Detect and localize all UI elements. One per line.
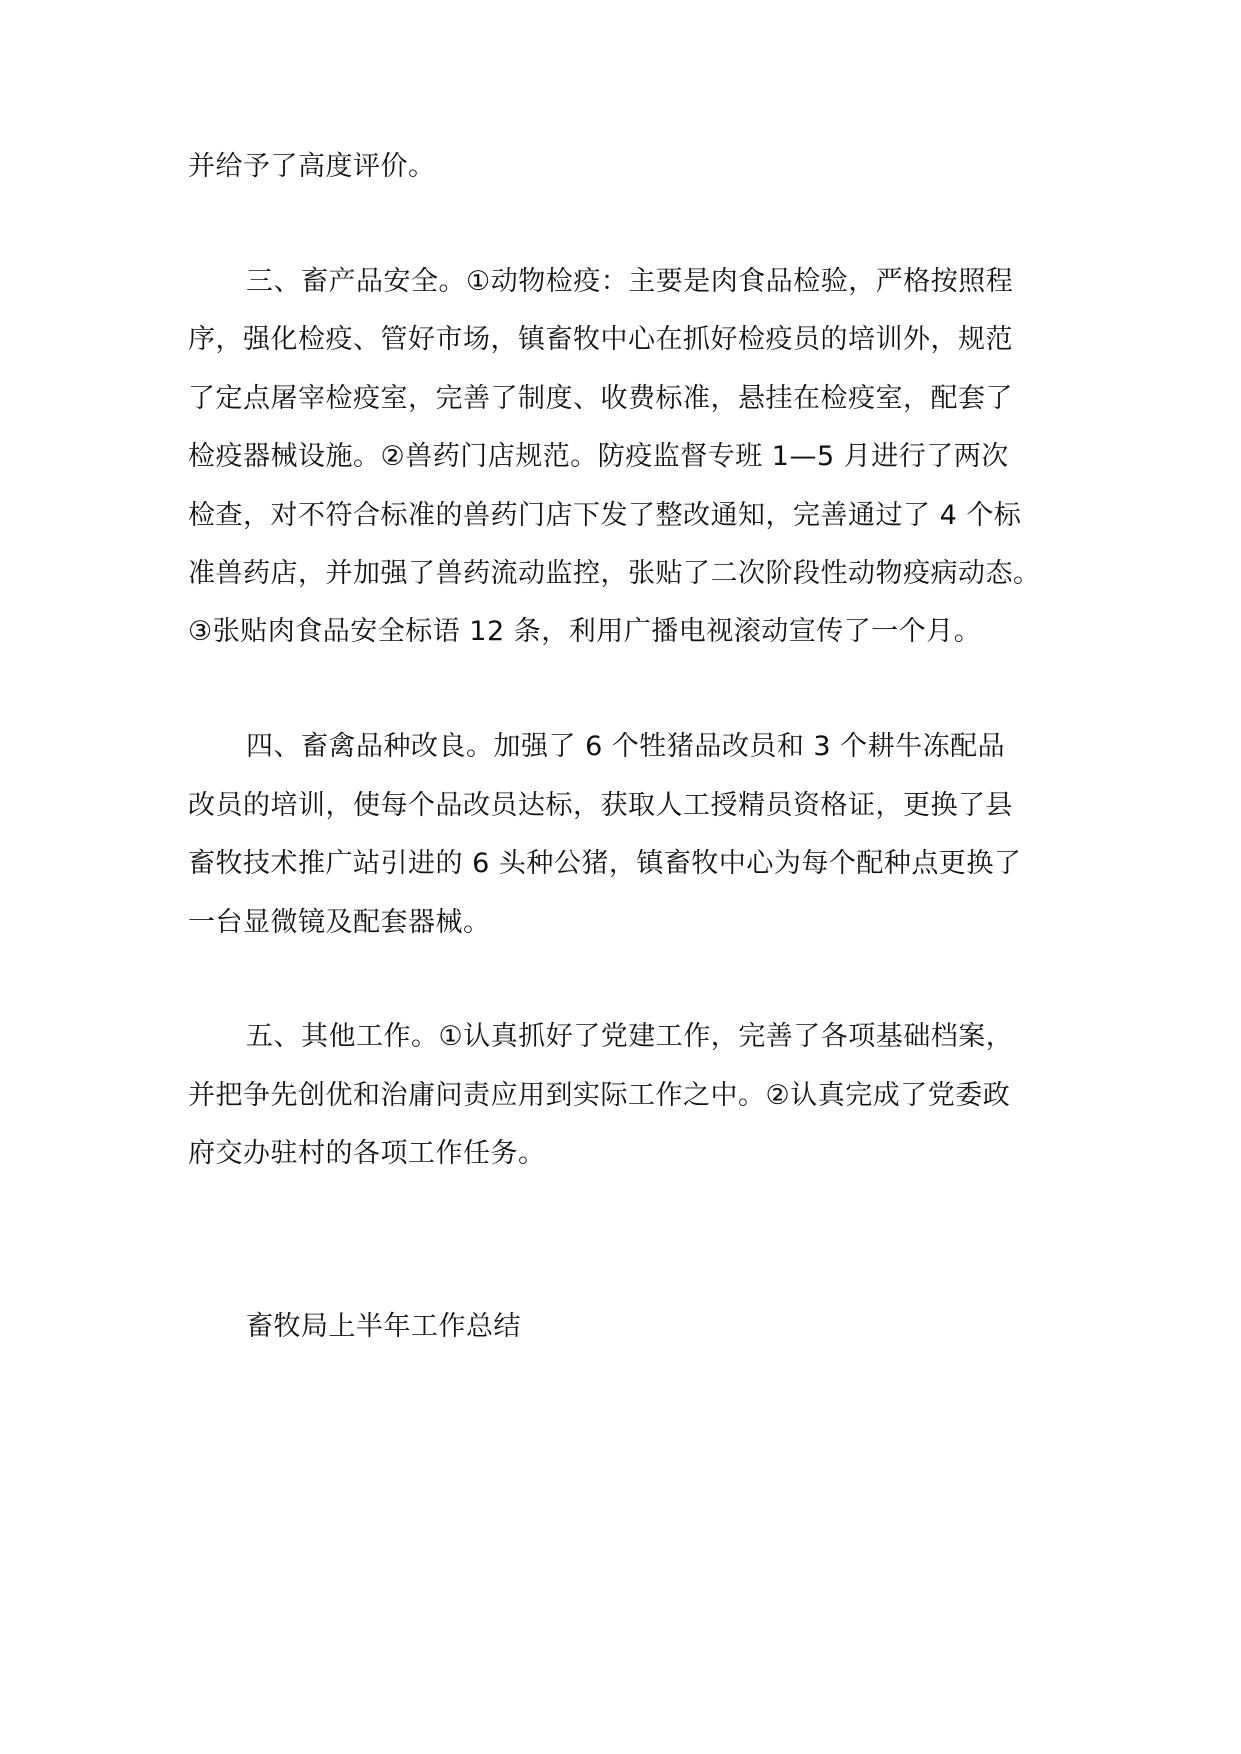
section-4-line-3: 畜牧技术推广站引进的 6 头种公猪，镇畜牧中心为每个配种点更换了 xyxy=(188,848,1022,879)
fragment-line-1: 并给予了高度评价。 xyxy=(188,151,436,182)
section-4-line-1: 四、畜禽品种改良。加强了 6 个牲猪品改员和 3 个耕牛冻配品 xyxy=(246,731,1006,762)
section-4-line-4: 一台显微镜及配套器械。 xyxy=(188,907,491,938)
section-3-line-1: 三、畜产品安全。①动物检疫：主要是肉食品检验，严格按照程 xyxy=(246,266,1014,297)
section-3-line-4: 检疫器械设施。②兽药门店规范。防疫监督专班 1—5 月进行了两次 xyxy=(188,441,1009,472)
section-3-line-6: 准兽药店，并加强了兽药流动监控，张贴了二次阶段性动物疫病动态。 xyxy=(188,558,1041,589)
next-document-title: 畜牧局上半年工作总结 xyxy=(246,1311,521,1342)
section-5-line-3: 府交办驻村的各项工作任务。 xyxy=(188,1138,546,1169)
section-3-line-2: 序，强化检疫、管好市场，镇畜牧中心在抓好检疫员的培训外，规范 xyxy=(188,324,1013,355)
section-5-line-1: 五、其他工作。①认真抓好了党建工作，完善了各项基础档案， xyxy=(246,1021,1014,1052)
section-3-line-7: ③张贴肉食品安全标语 12 条，利用广播电视滚动宣传了一个月。 xyxy=(188,616,982,647)
section-4-line-2: 改员的培训，使每个品改员达标，获取人工授精员资格证，更换了县 xyxy=(188,790,1013,821)
section-3-line-5: 检查，对不符合标准的兽药门店下发了整改通知，完善通过了 4 个标 xyxy=(188,500,1022,531)
section-3-line-3: 了定点屠宰检疫室，完善了制度、收费标准，悬挂在检疫室，配套了 xyxy=(188,383,1013,414)
section-5-line-2: 并把争先创优和治庸问责应用到实际工作之中。②认真完成了党委政 xyxy=(188,1080,1011,1111)
